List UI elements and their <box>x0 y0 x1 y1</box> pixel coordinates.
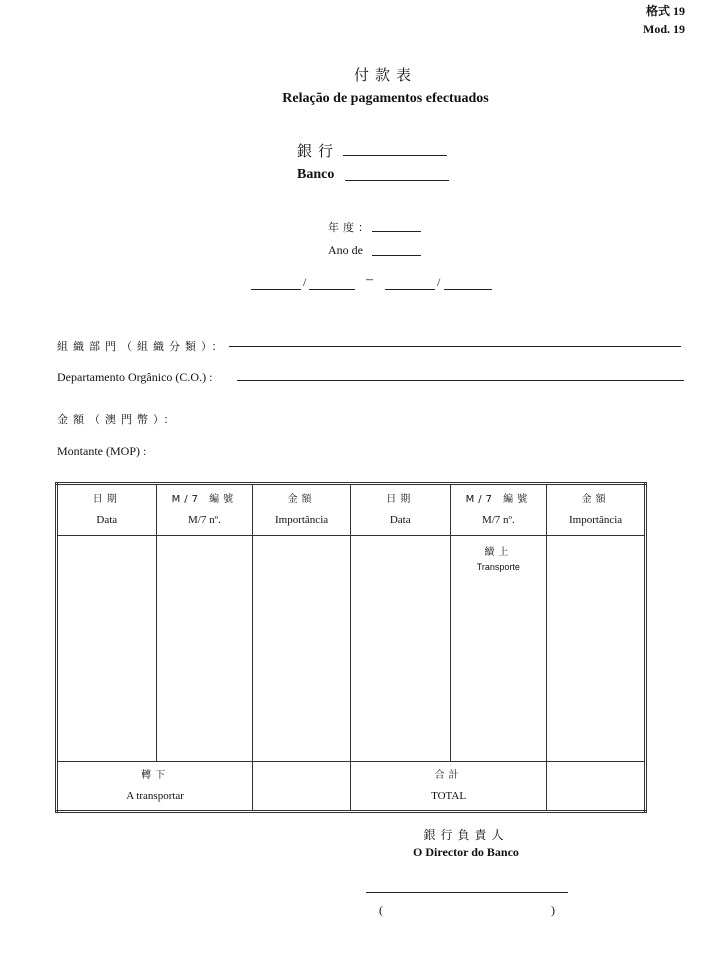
table-cell[interactable] <box>350 536 450 762</box>
column-label: M/7 編號 <box>171 494 238 505</box>
bank-field-zh[interactable] <box>343 155 447 156</box>
table-cell[interactable] <box>57 536 157 762</box>
column-header <box>57 484 157 536</box>
name-close-paren: ) <box>551 903 555 917</box>
column-label: M/7 nº. <box>188 514 221 526</box>
period-start-month[interactable] <box>309 289 355 290</box>
name-open-paren: ( <box>379 903 383 917</box>
column-label: M/7 nº. <box>481 514 515 526</box>
period-slash: / <box>303 275 307 289</box>
amount-label-zh: 金額（澳門幣）： <box>57 413 180 426</box>
signature-title-zh: 銀行負責人 <box>423 828 509 842</box>
table-footer-row <box>57 762 646 812</box>
column-label: M/7 編號 <box>465 494 532 505</box>
form-code <box>643 2 685 38</box>
department-field-zh[interactable] <box>229 346 681 347</box>
total-cell <box>350 762 546 812</box>
carried-out-cell <box>57 762 253 812</box>
carried-out-amount[interactable] <box>253 762 351 812</box>
period-end-month[interactable] <box>444 289 492 290</box>
column-label: Importância <box>274 514 329 526</box>
title-pt: Relação de pagamentos efectuados <box>282 91 489 106</box>
bank-label-zh: 銀行 <box>297 142 340 160</box>
payments-table <box>55 482 647 813</box>
form-code-zh: 格式 19 <box>645 4 685 18</box>
column-label: Data <box>96 514 118 526</box>
column-label: Data <box>389 514 411 526</box>
column-label: 金額 <box>581 494 610 505</box>
signature-line[interactable] <box>366 892 568 893</box>
carried-in-cell[interactable] <box>450 536 547 762</box>
column-label: A transportar <box>126 790 184 802</box>
year-field-pt[interactable] <box>372 255 421 256</box>
bank-field-pt[interactable] <box>345 180 449 181</box>
year-field-zh[interactable] <box>372 231 421 232</box>
column-label: 日期 <box>92 494 121 505</box>
amount-label-pt: Montante (MOP) : <box>57 444 147 458</box>
table-cell[interactable] <box>253 536 351 762</box>
year-label-zh: 年度： <box>328 221 373 234</box>
period-start-day[interactable] <box>251 289 301 290</box>
column-label: 日期 <box>386 494 415 505</box>
carried-in-pt: Transporte <box>476 562 520 572</box>
column-header <box>350 484 450 536</box>
total-amount[interactable] <box>547 762 646 812</box>
period-end-day[interactable] <box>385 289 435 290</box>
column-label: TOTAL <box>431 790 467 802</box>
column-header <box>156 484 253 536</box>
period-dash: – <box>366 272 373 287</box>
period-slash-2: / <box>437 275 441 289</box>
column-label: Importância <box>569 514 623 526</box>
title-zh: 付款表 <box>353 66 417 84</box>
table-header-row <box>57 484 646 536</box>
department-label-zh: 組織部門（組織分類）： <box>57 340 228 353</box>
column-header <box>450 484 547 536</box>
column-header <box>253 484 351 536</box>
year-label-pt: Ano de <box>328 243 363 257</box>
column-label: 合計 <box>434 770 463 781</box>
column-header <box>547 484 646 536</box>
bank-label-pt: Banco <box>297 167 335 182</box>
table-cell[interactable] <box>156 536 253 762</box>
signature-title-pt: O Director do Banco <box>413 845 519 859</box>
department-field-pt[interactable] <box>237 380 684 381</box>
carried-in-zh: 續上 <box>484 547 513 558</box>
table-body-row <box>57 536 646 762</box>
table-cell[interactable] <box>547 536 646 762</box>
column-label: 金額 <box>287 494 316 505</box>
department-label-pt: Departamento Orgânico (C.O.) : <box>57 370 213 384</box>
form-code-pt: Mod. 19 <box>643 22 685 36</box>
column-label: 轉下 <box>141 770 170 781</box>
